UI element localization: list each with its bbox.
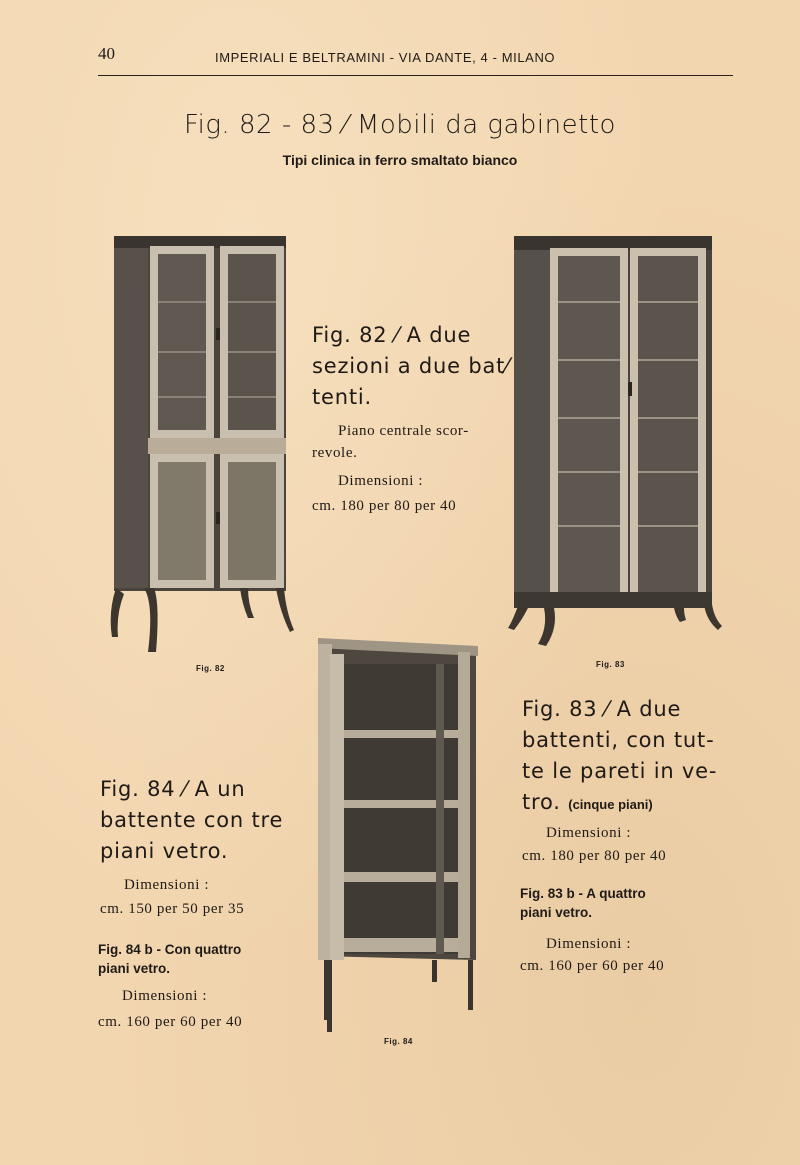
fig83-variant-dim-value: cm. 160 per 60 per 40 [520, 958, 665, 974]
fig82-note-line: Piano centrale scor- [338, 423, 469, 439]
fig84-heading-line: piani vetro. [100, 839, 229, 863]
fig84-dim-value: cm. 150 per 50 per 35 [100, 901, 245, 917]
fig83-variant [520, 884, 646, 922]
fig84-variant-line: Fig. 84 b - Con quattro [98, 942, 242, 957]
fig84-variant-dim-value: cm. 160 per 60 per 40 [98, 1014, 243, 1030]
fig83-heading-inline: (cinque piani) [568, 797, 653, 812]
fig83-dim-label: Dimensioni : [546, 825, 632, 841]
fig83-heading-last: tro. [522, 790, 561, 814]
fig82-caption: Fig. 82 [196, 664, 225, 673]
header-rule [98, 75, 733, 76]
fig83-cabinet-illustration [508, 232, 718, 652]
fig84-caption: Fig. 84 [384, 1037, 413, 1046]
fig82-dim-label: Dimensioni : [338, 473, 424, 489]
fig82-heading-line: tenti. [312, 385, 373, 409]
fig82-note-line: revole. [312, 445, 358, 461]
fig84-dim-label: Dimensioni : [124, 877, 210, 893]
fig83-heading-last-line [522, 787, 717, 820]
fig83-dim-value: cm. 180 per 80 per 40 [522, 848, 667, 864]
fig82-dim-value: cm. 180 per 80 per 40 [312, 498, 457, 514]
page-subtitle: Tipi clinica in ferro smaltato bianco [282, 152, 518, 168]
fig82-cabinet-illustration [108, 232, 293, 657]
fig83-variant-line: Fig. 83 b - A quattro [520, 886, 646, 901]
page-number: 40 [98, 44, 115, 63]
fig83-heading [522, 694, 717, 820]
running-head: IMPERIALI E BELTRAMINI - VIA DANTE, 4 - MILANO [215, 50, 556, 65]
fig83-caption: Fig. 83 [596, 660, 625, 669]
fig83-heading-line: battenti, con tut- [522, 728, 715, 752]
fig84-variant-line: piani vetro. [98, 961, 171, 976]
fig82-note [312, 420, 508, 464]
page-title: Fig. 82 - 83 ⁄ Mobili da gabinetto [184, 110, 616, 140]
fig83-heading-line: Fig. 83 ⁄ A due [522, 697, 682, 721]
fig83-variant-dim-label: Dimensioni : [546, 936, 632, 952]
fig82-heading-line: sezioni a due bat⁄ [312, 354, 510, 378]
fig84-variant-dim-label: Dimensioni : [122, 988, 208, 1004]
fig82-heading [312, 320, 510, 413]
fig84-heading [100, 774, 283, 867]
fig84-heading-line: Fig. 84 ⁄ A un [100, 777, 246, 801]
fig83-heading-line: te le pareti in ve- [522, 759, 718, 783]
fig84-cabinet-illustration [308, 634, 483, 1034]
fig84-variant [98, 940, 241, 978]
fig84-heading-line: battente con tre [100, 808, 284, 832]
fig82-heading-line: Fig. 82 ⁄ A due [312, 323, 472, 347]
fig83-variant-line: piani vetro. [520, 905, 593, 920]
